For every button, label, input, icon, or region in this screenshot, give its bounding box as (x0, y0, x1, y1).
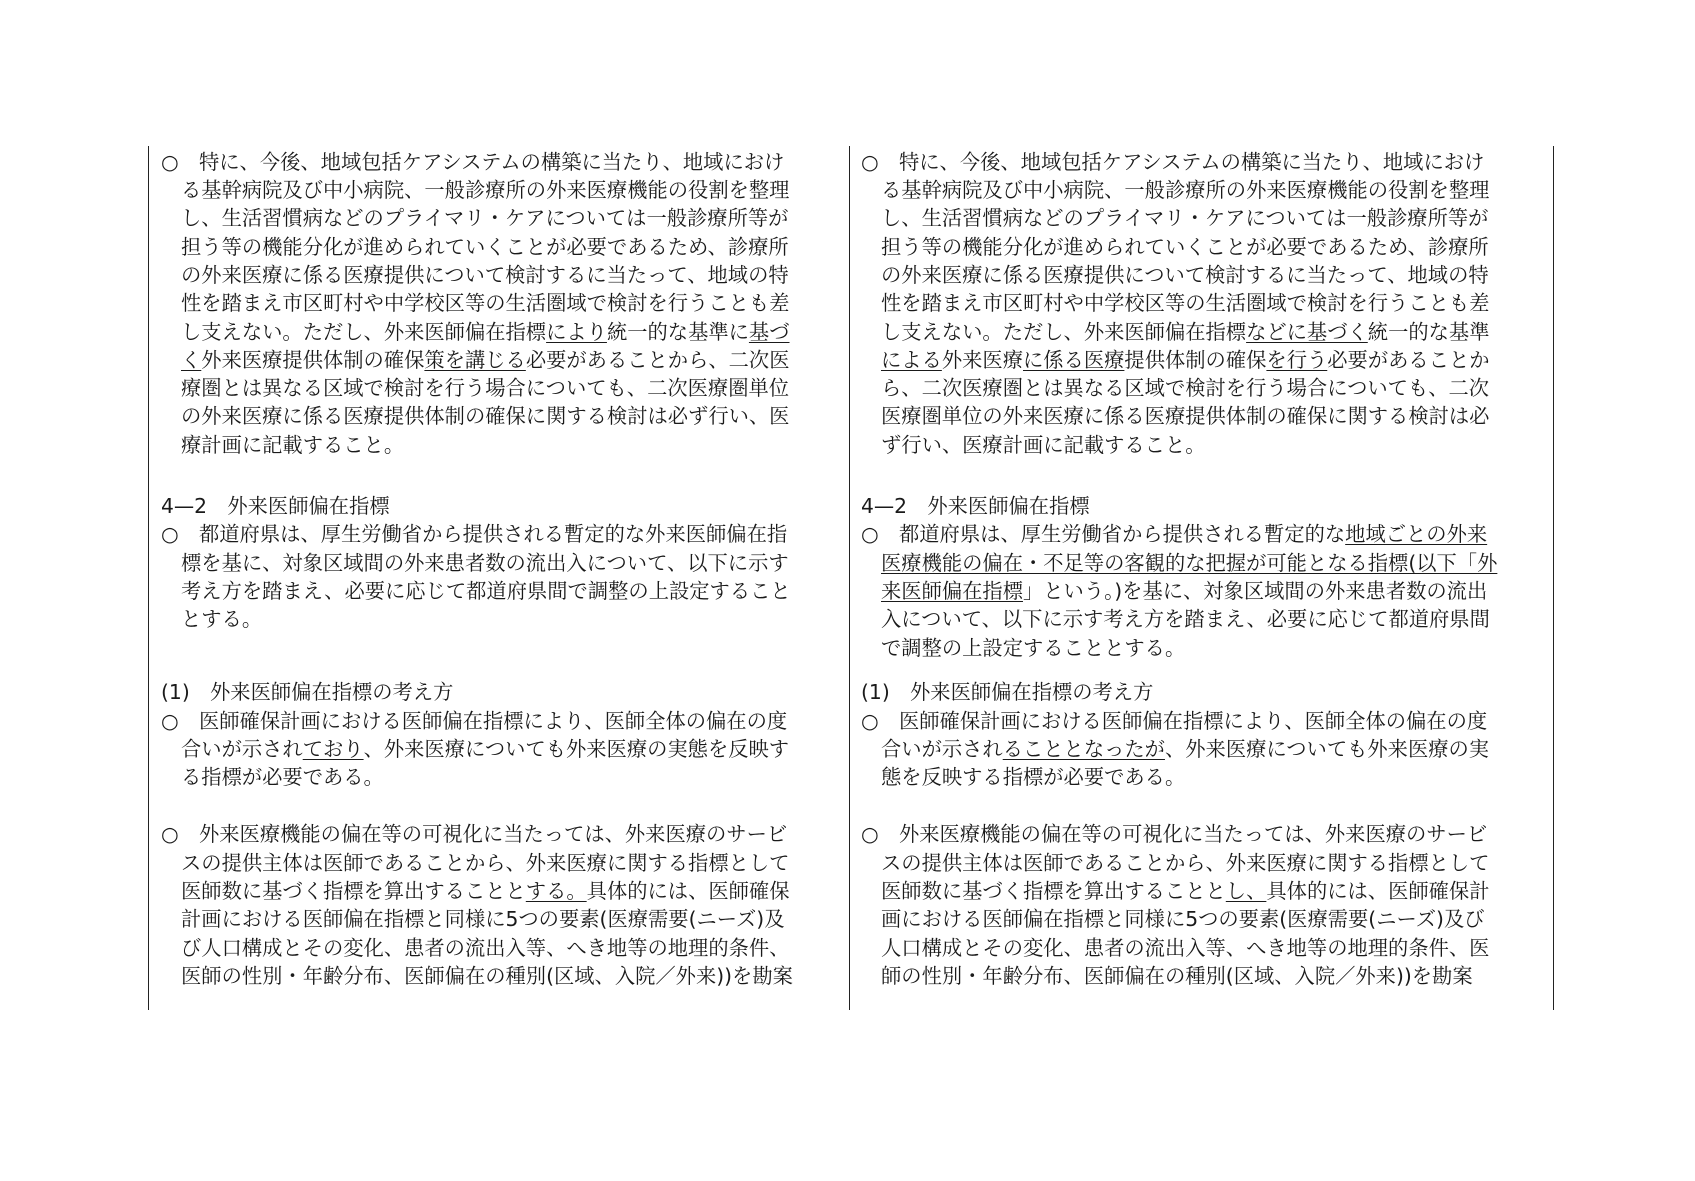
text-line (861, 678, 1153, 706)
text-line (881, 318, 1489, 346)
text-line (181, 431, 404, 459)
text-segment: る基幹病院及び中小病院、一般診療所の外来医療機能の役割を整理 (881, 178, 1490, 202)
text-segment: し、生活習慣病などのプライマリ・ケアについては一般診療所等が (881, 206, 1489, 230)
text-segment: 具体的には、医師確保 (586, 879, 790, 903)
text-line (861, 820, 1487, 848)
text-segment: る指標が必要である。 (181, 765, 384, 789)
text-segment: とする。 (181, 607, 263, 631)
text-segment: の外来医療に係る医療提供について検討するに当たって、地域の特 (881, 263, 1489, 287)
text-segment: 考え方を踏まえ、必要に応じて都道府県間で調整の上設定すること (181, 579, 791, 603)
text-segment: を基に、対象区域間の外来患者数の流出 (1122, 579, 1488, 603)
text-segment: 医師数に基づく指標を算出することと (181, 879, 526, 903)
text-segment: (1) 外来医師偏在指標の考え方 (861, 680, 1154, 704)
text-segment: し、生活習慣病などのプライマリ・ケアについては一般診療所等が (181, 206, 789, 230)
text-line (161, 820, 787, 848)
text-segment: ○ 外来医療機能の偏在等の可視化に当たっては、外来医療のサービ (161, 822, 788, 846)
text-segment: 具体的には、医師確保計 (1266, 879, 1490, 903)
text-line (881, 577, 1487, 605)
text-segment: (1) 外来医師偏在指標の考え方 (161, 680, 454, 704)
text-segment: スの提供主体は医師であることから、外来医療に関する指標として (181, 851, 790, 875)
underlined-revision: 医療機能の偏在・不足等の客観的な把握が可能となる指標(以下「外 (881, 551, 1498, 575)
text-line (181, 233, 789, 261)
text-segment: ○ 医師確保計画における医師偏在指標により、医師全体の偏在の度 (161, 709, 788, 733)
text-line (181, 289, 789, 317)
text-line (881, 905, 1485, 933)
text-segment: 」という。) (1022, 579, 1123, 603)
underlined-revision: 基づ (748, 320, 790, 344)
text-line (181, 402, 789, 430)
text-line (181, 962, 793, 990)
table-border-right (1553, 146, 1554, 1010)
text-segment: し支えない。ただし、外来医師偏在指標 (881, 320, 1247, 344)
underlined-revision: 来医師偏在指標 (881, 579, 1023, 603)
underlined-revision: ることとなったが (1002, 737, 1165, 761)
text-line (861, 492, 1090, 520)
text-line (861, 707, 1487, 735)
text-line (881, 374, 1489, 402)
text-line (181, 934, 789, 962)
text-segment: し支えない。ただし、外来医師偏在指標 (181, 320, 547, 344)
underlined-revision: ており (302, 737, 364, 761)
text-segment: 、外来医療についても外来医療の実 (1164, 737, 1490, 761)
text-line (161, 148, 784, 176)
text-segment: の外来医療に係る医療提供について検討するに当たって、地域の特 (181, 263, 789, 287)
underlined-revision: により (546, 320, 607, 344)
text-line (181, 261, 789, 289)
text-line (861, 520, 1487, 548)
text-line (161, 678, 453, 706)
text-segment: 外来医療提供体制の確保 (201, 348, 425, 372)
text-line (161, 707, 787, 735)
text-segment: 入について、以下に示す考え方を踏まえ、必要に応じて都道府県間 (881, 607, 1490, 631)
underlined-revision: を行う (1266, 348, 1328, 372)
text-line (161, 492, 390, 520)
underlined-revision: 策を講じる (424, 348, 526, 372)
text-segment: 4—2 外来医師偏在指標 (861, 494, 1090, 518)
text-segment: 外来医療 (941, 348, 1023, 372)
text-line (161, 520, 787, 548)
text-line (181, 176, 789, 204)
text-segment: 医師の性別・年齢分布、医師偏在の種別(区域、入院／外来))を勘案 (181, 964, 793, 988)
underlined-revision: などに基づく (1246, 320, 1368, 344)
text-segment: の外来医療に係る医療提供体制の確保に関する検討は必ず行い、医 (181, 404, 790, 428)
text-line (181, 849, 789, 877)
text-segment: 合いが示され (181, 737, 303, 761)
text-segment: 標を基に、対象区域間の外来患者数の流出入について、以下に示す (181, 551, 789, 575)
text-line (181, 346, 790, 374)
text-segment: 性を踏まえ市区町村や中学校区等の生活圏域で検討を行うことも差 (181, 291, 790, 315)
text-segment: 師の性別・年齢分布、医師偏在の種別(区域、入院／外来))を勘案 (881, 964, 1473, 988)
text-segment: る基幹病院及び中小病院、一般診療所の外来医療機能の役割を整理 (181, 178, 790, 202)
text-line (861, 148, 1484, 176)
text-line (881, 605, 1490, 633)
text-line (881, 634, 1185, 662)
text-line (881, 402, 1489, 430)
text-segment: ○ 特に、今後、地域包括ケアシステムの構築に当たり、地域におけ (161, 150, 785, 174)
text-segment: 4—2 外来医師偏在指標 (161, 494, 390, 518)
text-line (181, 605, 262, 633)
text-segment: 療圏とは異なる区域で検討を行う場合についても、二次医療圏単位 (181, 376, 790, 400)
text-segment: スの提供主体は医師であることから、外来医療に関する指標として (881, 851, 1490, 875)
text-line (181, 877, 789, 905)
text-segment: 必要があることか (1327, 348, 1490, 372)
text-segment: ○ 外来医療機能の偏在等の可視化に当たっては、外来医療のサービ (861, 822, 1488, 846)
underlined-revision: による (881, 348, 942, 372)
text-line (181, 549, 789, 577)
underlined-revision: し、 (1225, 879, 1267, 903)
text-line (181, 374, 789, 402)
text-line (181, 318, 790, 346)
text-segment: ら、二次医療圏とは異なる区域で検討を行う場合についても、二次 (881, 376, 1490, 400)
text-segment: ず行い、医療計画に記載すること。 (881, 433, 1206, 457)
table-column-divider (849, 146, 850, 1010)
text-line (181, 735, 789, 763)
text-line (181, 204, 788, 232)
text-segment: び人口構成とその変化、患者の流出入等、へき地等の地理的条件、 (181, 936, 790, 960)
text-segment: 人口構成とその変化、患者の流出入等、へき地等の地理的条件、医 (881, 936, 1490, 960)
text-line (881, 233, 1489, 261)
text-segment: ○ 医師確保計画における医師偏在指標により、医師全体の偏在の度 (861, 709, 1488, 733)
text-segment: 担う等の機能分化が進められていくことが必要であるため、診療所 (881, 235, 1489, 259)
text-segment: 合いが示され (881, 737, 1003, 761)
text-segment: 統一的な基準に (606, 320, 749, 344)
text-line (881, 431, 1206, 459)
text-segment: ○ 都道府県は、厚生労働省から提供される暫定的な外来医師偏在指 (161, 522, 788, 546)
text-line (881, 849, 1489, 877)
text-line (881, 289, 1489, 317)
text-line (881, 962, 1473, 990)
table-border-left (148, 146, 149, 1010)
text-segment: 担う等の機能分化が進められていくことが必要であるため、診療所 (181, 235, 789, 259)
text-line (881, 934, 1489, 962)
text-line (881, 735, 1489, 763)
text-segment: 態を反映する指標が必要である。 (881, 765, 1186, 789)
text-segment: 医師数に基づく指標を算出することと (881, 879, 1226, 903)
text-line (181, 905, 785, 933)
text-line (881, 549, 1497, 577)
underlined-revision: く (181, 348, 202, 372)
underlined-revision: 地域ごとの外来 (1345, 522, 1488, 546)
text-segment: 計画における医師偏在指標と同様に5つの要素(医療需要(ニーズ)及 (181, 907, 785, 931)
text-line (881, 261, 1489, 289)
text-line (881, 877, 1489, 905)
text-line (181, 577, 791, 605)
text-segment: 療計画に記載すること。 (181, 433, 405, 457)
text-line (881, 763, 1185, 791)
text-segment: 画における医師偏在指標と同様に5つの要素(医療需要(ニーズ)及び (881, 907, 1485, 931)
text-segment: ○ 特に、今後、地域包括ケアシステムの構築に当たり、地域におけ (861, 150, 1485, 174)
text-segment: 提供体制の確保 (1124, 348, 1267, 372)
text-segment: ○ 都道府県は、厚生労働省から提供される暫定的な (861, 522, 1346, 546)
text-segment: 統一的な基準 (1367, 320, 1490, 344)
text-segment: 、外来医療についても外来医療の実態を反映す (363, 737, 790, 761)
text-line (881, 176, 1489, 204)
text-segment: 性を踏まえ市区町村や中学校区等の生活圏域で検討を行うことも差 (881, 291, 1490, 315)
text-segment: 必要があることから、二次医 (525, 348, 790, 372)
text-line (881, 346, 1490, 374)
underlined-revision: する。 (525, 879, 587, 903)
text-line (181, 763, 384, 791)
underlined-revision: に係る医療 (1023, 348, 1125, 372)
text-segment: 医療圏単位の外来医療に係る医療提供体制の確保に関する検討は必 (881, 404, 1490, 428)
text-line (881, 204, 1488, 232)
text-segment: で調整の上設定することとする。 (881, 636, 1186, 660)
